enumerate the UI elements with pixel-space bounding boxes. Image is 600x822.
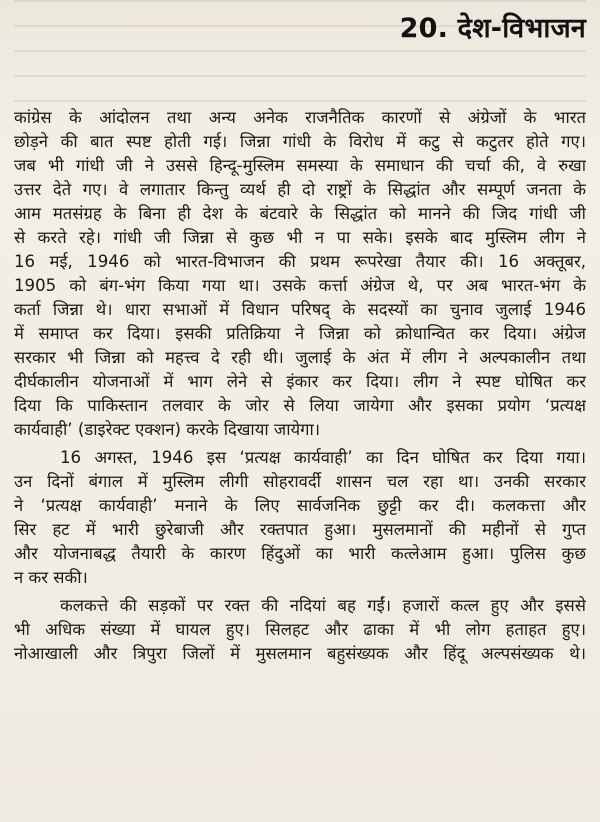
text-line: दीर्घकालीन योजनाओं में भाग लेने से इंकार कर दिया। लीग ने स्पष्ट घोषित कर [14, 372, 586, 391]
text-line: आम मतसंग्रह के बिना ही देश के बंटवारे के सिद्धांत को मानने की जिद गांधी जी [14, 204, 586, 223]
text-line: भी अधिक संख्या में घायल हुए। सिलहट और ढाका में भी लोग हताहत हुए। [14, 620, 586, 639]
text-line: उन दिनों बंगाल में मुस्लिम लीगी सोहरावर्दी शासन चल रहा था। उनकी सरकार [14, 472, 586, 491]
text-line: छोड़ने की बात स्पष्ट होती गई। जिन्ना गांधी के विरोध में कटु से कटुतर होते गए। [14, 132, 586, 151]
text-line: ने ‘प्रत्यक्ष कार्यवाही’ मनाने के लिए सार्वजनिक छुट्टी कर दी। कलकत्ता और [14, 496, 586, 515]
text-line: न कर सकी। [14, 568, 88, 587]
chapter-body [14, 106, 586, 670]
text-line: 16 मई, 1946 को भारत-विभाजन की प्रथम रूपरेखा तैयार की। 16 अक्तूबर, [14, 252, 586, 271]
text-line: जब भी गांधी जी ने उससे हिन्दू-मुस्लिम समस्या के समाधान की चर्चा की, वे रुखा [14, 156, 586, 175]
chapter-title: 20. देश-विभाजन [399, 13, 586, 44]
text-line: सिर हट में भारी छुरेबाजी और रक्तपात हुआ। मुसलमानों की महीनों से गुप्त [14, 520, 586, 539]
text-line: नोआखाली और त्रिपुरा जिलों में मुसलमान बहुसंख्यक और हिंदू अल्पसंख्यक थे। [14, 644, 586, 663]
text-line: उत्तर देते गए। वे लगातार किन्तु व्यर्थ ही दो राष्ट्रों के सिद्धांत और सम्पूर्ण जनता के [14, 180, 586, 199]
text-line: कार्यवाही’ (डाइरेक्ट एक्शन) करके दिखाया जायेगा। [14, 420, 321, 439]
text-line: 16 अगस्त, 1946 इस ‘प्रत्यक्ष कार्यवाही’ का दिन घोषित कर दिया गया। [60, 448, 586, 467]
paragraph-3 [14, 594, 586, 666]
text-line: कांग्रेस के आंदोलन तथा अन्य अनेक राजनैतिक कारणों से अंग्रेजों के भारत [14, 108, 586, 127]
text-line: कलकत्ते की सड़कों पर रक्त की नदियां बह गईं। हजारों कत्ल हुए और इससे [60, 596, 586, 615]
text-line: 1905 को बंग-भंग किया गया था। उसके कर्त्ता अंग्रेज थे, पर अब भारत-भंग के [14, 276, 586, 295]
text-line: में समाप्त कर दिया। इसकी प्रतिक्रिया ने जिन्ना को क्रोधान्वित कर दिया। अंग्रेज [14, 324, 586, 343]
paragraph-2 [14, 446, 586, 590]
text-line: दिया कि पाकिस्तान तलवार के जोर से लिया जायेगा और इसका प्रयोग ‘प्रत्यक्ष [14, 396, 586, 415]
text-line: सरकार भी जिन्ना को महत्त्व दे रही थी। जुलाई के अंत में लीग ने अल्पकालीन तथा [14, 348, 586, 367]
text-line: और योजनाबद्ध तैयारी के कारण हिंदुओं का भारी कत्लेआम हुआ। पुलिस कुछ [14, 544, 586, 563]
text-line: से करते रहे। गांधी जी जिन्ना से कुछ भी न पा सके। इसके बाद मुस्लिम लीग ने [14, 228, 586, 247]
paragraph-1 [14, 106, 586, 442]
text-line: कर्ता जिन्ना थे। धारा सभाओं में विधान परिषद् के सदस्यों का चुनाव जुलाई 1946 [14, 300, 586, 319]
